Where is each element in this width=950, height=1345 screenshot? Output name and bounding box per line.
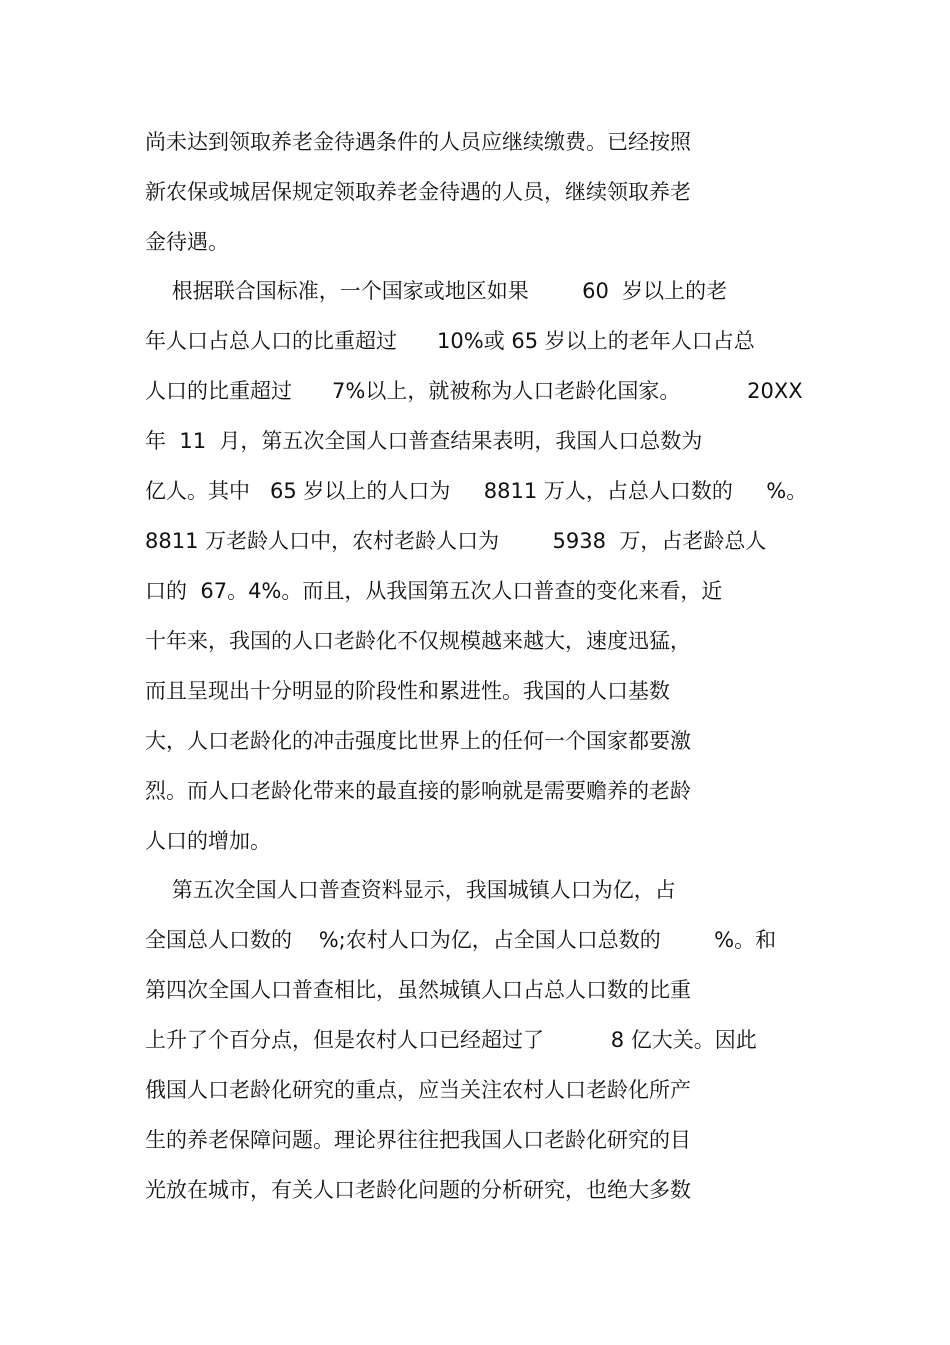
text-line: 大，人口老龄化的冲击强度比世界上的任何一个国家都要激 <box>145 729 691 753</box>
text-line: 年 11 月，第五次全国人口普查结果表明，我国人口总数为 <box>145 429 703 453</box>
text-line: 烈。而人口老龄化带来的最直接的影响就是需要赡养的老龄 <box>145 779 691 803</box>
text-line: 金待遇。 <box>145 230 229 254</box>
text-line: 尚未达到领取养老金待遇条件的人员应继续缴费。已经按照 <box>145 130 691 154</box>
text-line: 第四次全国人口普查相比，虽然城镇人口占总人口数的比重 <box>145 978 691 1002</box>
text-line: 全国总人口数的 %;农村人口为亿，占全国人口总数的 %。和 <box>145 928 777 952</box>
text-line: 口的 67。4%。而且，从我国第五次人口普查的变化来看，近 <box>145 579 723 603</box>
text-line: 新农保或城居保规定领取养老金待遇的人员，继续领取养老 <box>145 180 691 204</box>
text-line: 生的养老保障问题。理论界往往把我国人口老龄化研究的目 <box>145 1128 691 1152</box>
text-line: 人口的增加。 <box>145 829 271 853</box>
text-line: 上升了个百分点，但是农村人口已经超过了 8 亿大关。因此 <box>145 1028 757 1052</box>
text-line: 亿人。其中 65 岁以上的人口为 8811 万人，占总人口数的 %。 <box>145 479 808 503</box>
text-line: 根据联合国标准，一个国家或地区如果 60 岁以上的老 <box>145 279 728 303</box>
text-line: 年人口占总人口的比重超过 10%或 65 岁以上的老年人口占总 <box>145 329 755 353</box>
text-line: 俄国人口老龄化研究的重点，应当关注农村人口老龄化所产 <box>145 1078 691 1102</box>
text-line: 人口的比重超过 7%以上，就被称为人口老龄化国家。 20XX <box>145 379 803 403</box>
text-line: 十年来，我国的人口老龄化不仅规模越来越大，速度迅猛， <box>145 629 691 653</box>
text-line: 光放在城市，有关人口老龄化问题的分析研究，也绝大多数 <box>145 1178 691 1202</box>
text-line: 8811 万老龄人口中，农村老龄人口为 5938 万，占老龄总人 <box>145 529 767 553</box>
text-line: 第五次全国人口普查资料显示，我国城镇人口为亿，占 <box>145 878 676 902</box>
text-line: 而且呈现出十分明显的阶段性和累进性。我国的人口基数 <box>145 679 670 703</box>
